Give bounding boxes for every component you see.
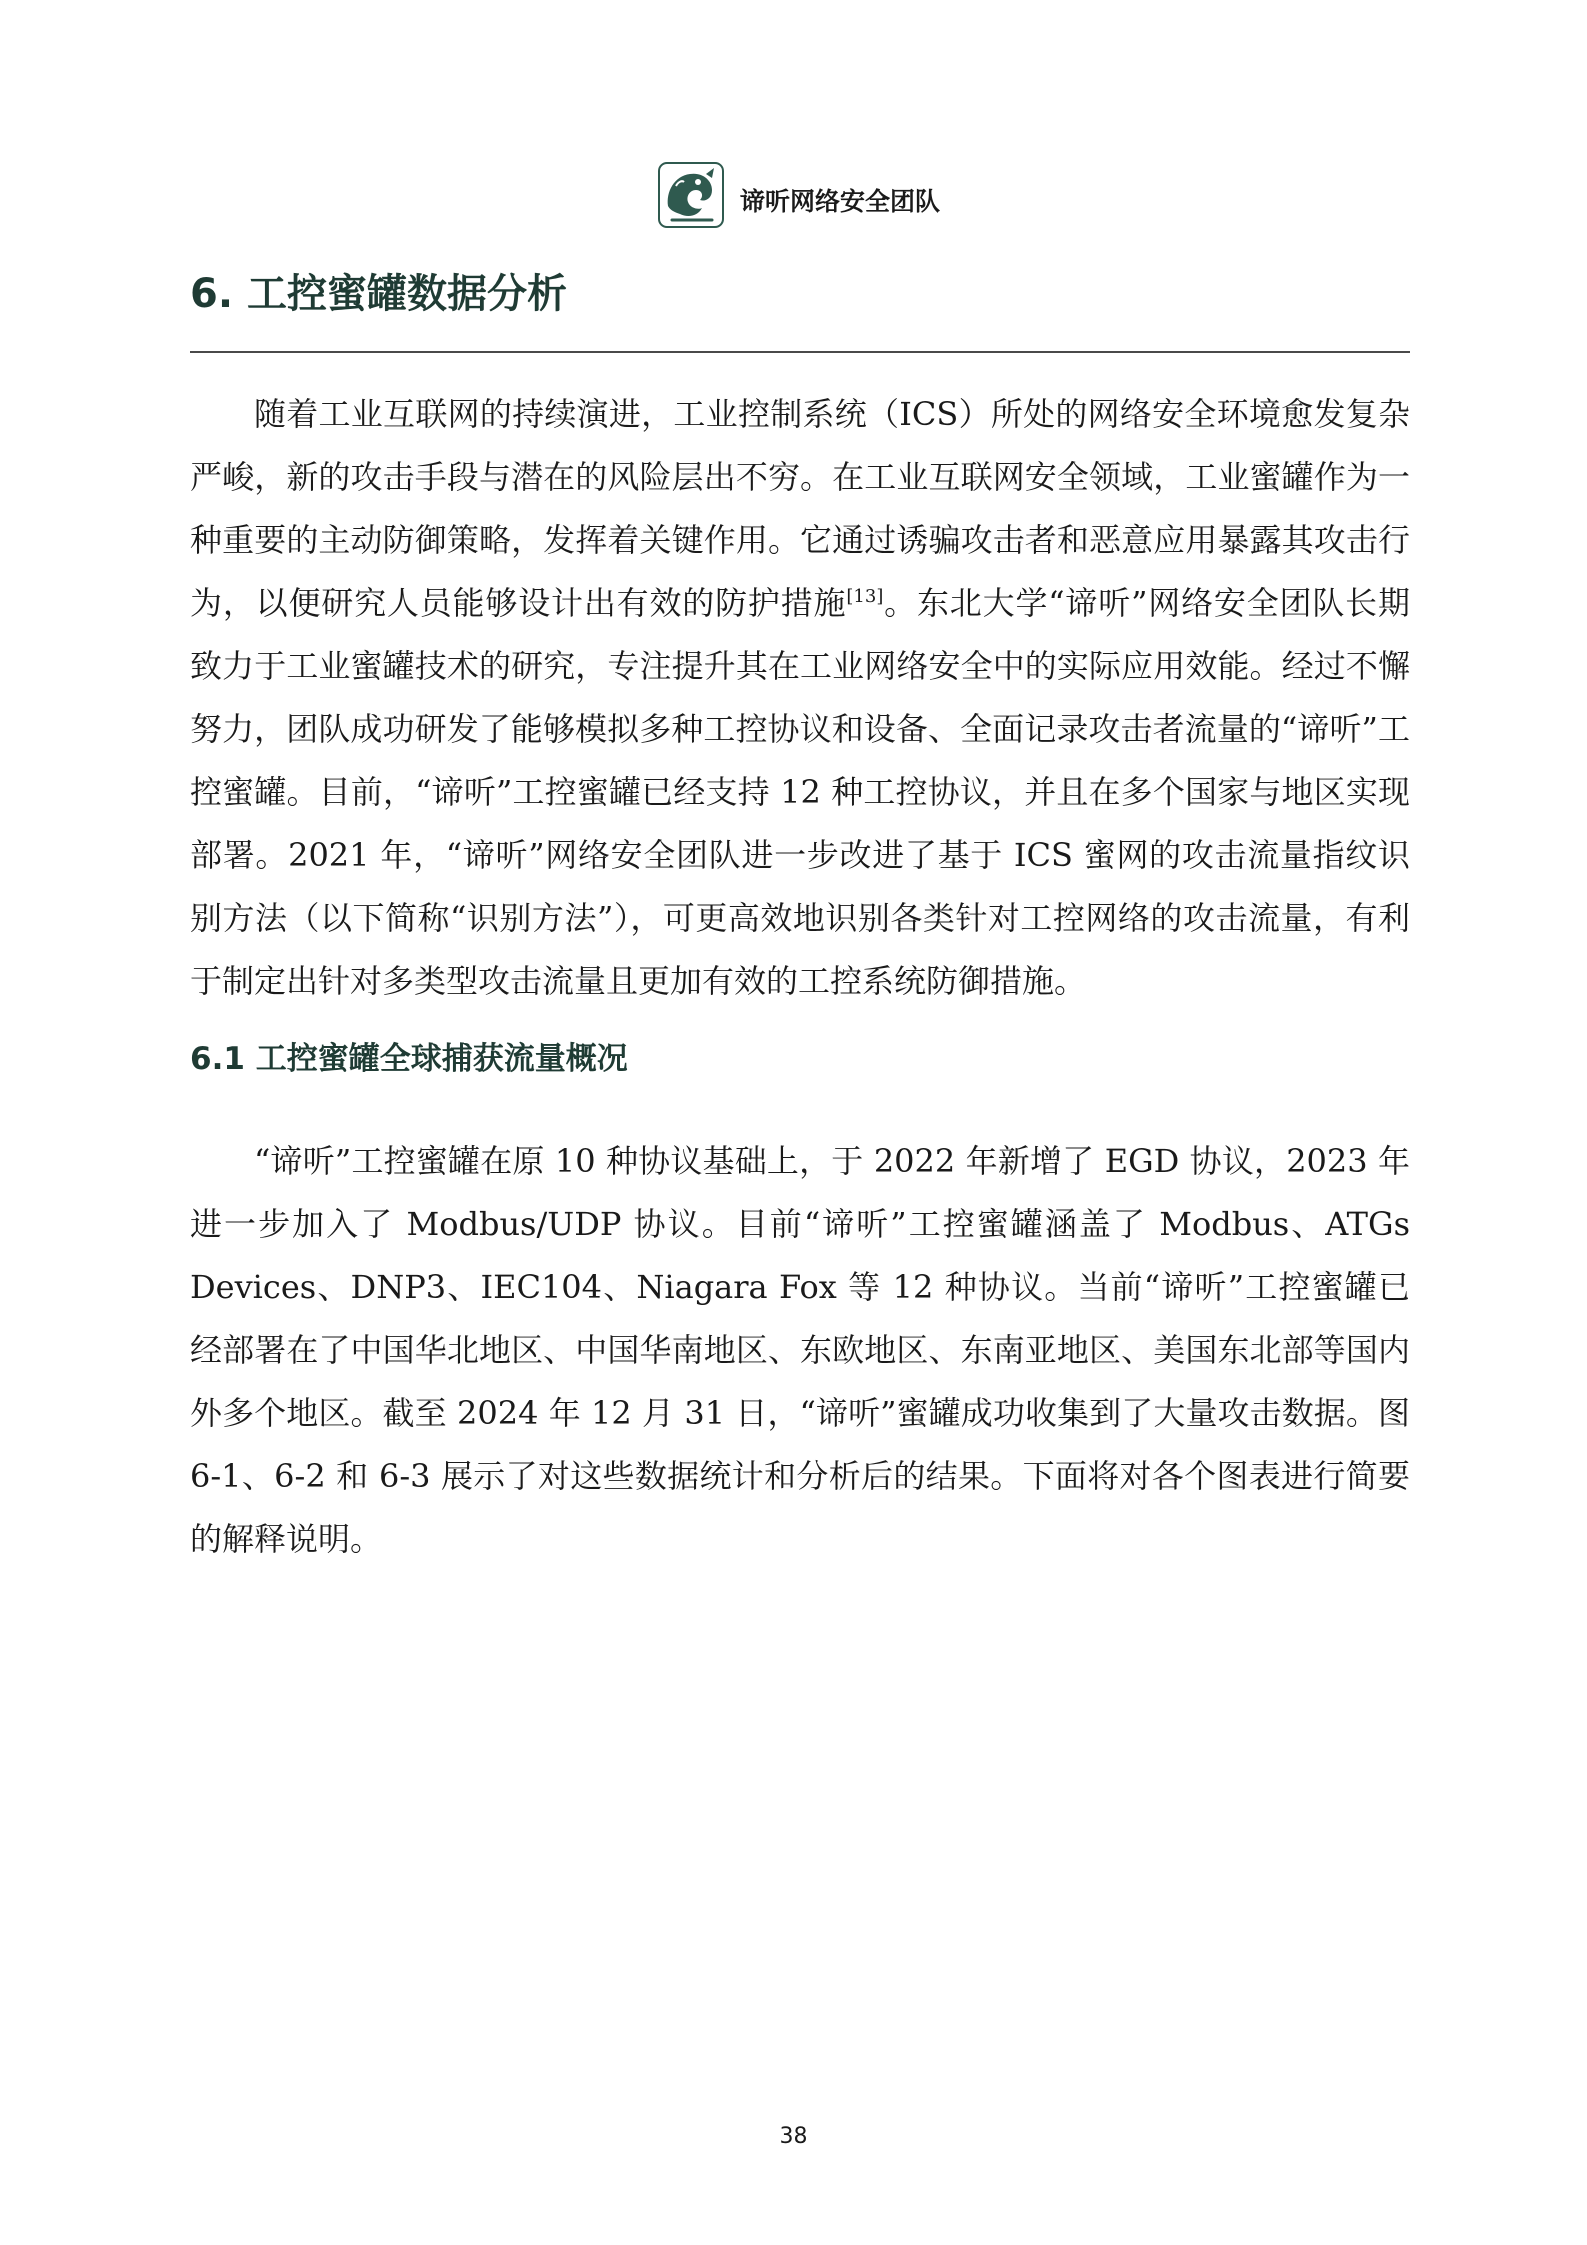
team-name: 谛听网络安全团队 (740, 187, 941, 216)
intro-paragraph (190, 383, 1410, 1013)
citation-reference[interactable]: [13] (846, 586, 884, 607)
intro-text-part2: 。东北大学“谛听”网络安全团队长期致力于工业蜜罐技术的研究，专注提升其在工业网络安全中的实际应用效能。经过不懈努力，团队成功研发了能够模拟多种工控协议和设备、全面记录攻击者流量的“谛听”工控蜜罐。目前，“谛听”工控蜜罐已经支持 12 种工控协议，并且在多个国家与地区实现部署。2021 年，“谛听”网络安全团队进一步改进了基于 ICS 蜜网的攻击流量指纹识别方法（以下简称“识别方法”），可更高效地识别各类针对工控网络的攻击流量，有利于制定出针对多类型攻击流量且更加有效的工控系统防御措施。 (190, 584, 1410, 1000)
intro-text-part1: 随着工业互联网的持续演进，工业控制系统（ICS）所处的网络安全环境愈发复杂严峻，新的攻击手段与潜在的风险层出不穷。在工业互联网安全领域，工业蜜罐作为一种重要的主动防御策略，发挥着关键作用。它通过诱骗攻击者和恶意应用暴露其攻击行为，以便研究人员能够设计出有效的防护措施 (190, 395, 1410, 622)
subsection-paragraph: “谛听”工控蜜罐在原 10 种协议基础上，于 2022 年新增了 EGD 协议，2023 年进一步加入了 Modbus/UDP 协议。目前“谛听”工控蜜罐涵盖了 Modbus、ATGs Devices、DNP3、IEC104、Niagara Fox 等 12 种协议。当前“谛听”工控蜜罐已经部署在了中国华北地区、中国华南地区、东欧地区、东南亚地区、美国东北部等国内外多个地区。截至 2024 年 12 月 31 日，“谛听”蜜罐成功收集到了大量攻击数据。图 6-1、6-2 和 6-3 展示了对这些数据统计和分析后的结果。下面将对各个图表进行简要的解释说明。 (190, 1142, 1410, 1558)
page-header (0, 158, 1587, 238)
section-title: 6. 工控蜜罐数据分析 (190, 271, 567, 317)
page-number: 38 (779, 2124, 808, 2149)
title-divider (190, 351, 1410, 353)
subsection-title: 6.1 工控蜜罐全球捕获流量概况 (190, 1041, 628, 1077)
dragon-seal-logo (658, 162, 724, 228)
